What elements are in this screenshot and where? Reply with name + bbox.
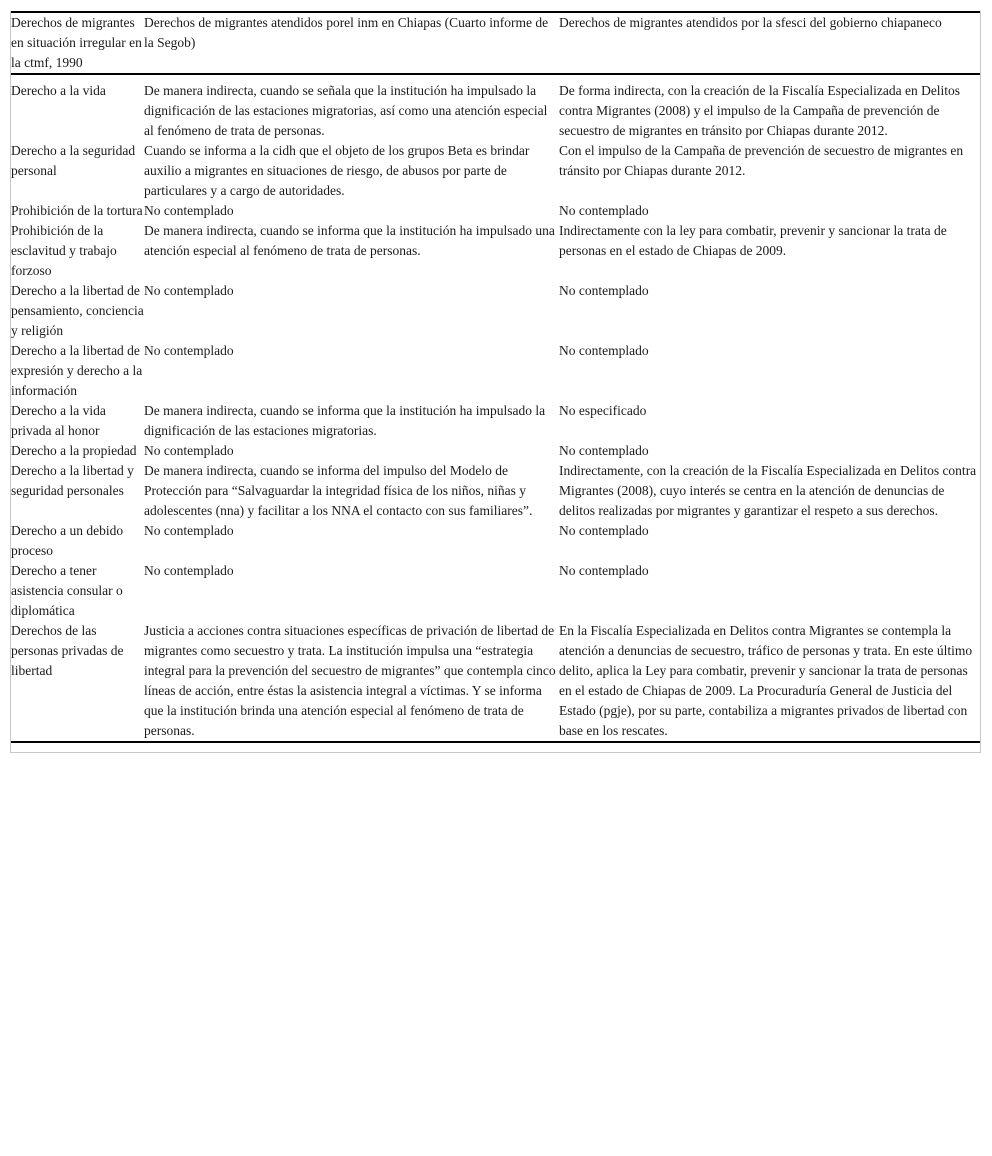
inm-cell: No contemplado [144, 203, 234, 218]
table-header [11, 12, 980, 74]
sfesci-cell: Indirectamente con la ley para combatir, prevenir y sancionar la trata de personas en el estado de Chiapas de 2009. [559, 223, 947, 258]
right-label-cell: Derecho a la vida privada al honor [11, 403, 106, 438]
right-label-cell: Derecho a la libertad de pensamiento, conciencia y religión [11, 283, 144, 338]
sfesci-cell: En la Fiscalía Especializada en Delitos contra Migrantes se contempla la atención a denuncias de secuestro, tráfico de personas y trata. En este último delito, aplica la Ley para combatir, prevenir y sancionar la trata de personas en el estado de Chiapas de 2009. La Procuraduría General de Justicia del Estado (pgje), por su parte, contabiliza a migrantes privados de libertad con base en los rescates. [559, 621, 980, 742]
inm-cell: No contemplado [144, 343, 234, 358]
table-row [11, 221, 980, 281]
inm-cell: No contemplado [144, 563, 234, 578]
rights-comparison-table-frame [10, 11, 981, 753]
table-row [11, 74, 980, 141]
header-inm-column: Derechos de migrantes atendidos porel inm en Chiapas (Cuarto informe de la Segob) [144, 12, 559, 74]
sfesci-cell: No contemplado [559, 343, 649, 358]
table-row [11, 521, 980, 561]
sfesci-cell: No contemplado [559, 443, 649, 458]
sfesci-cell: De forma indirecta, con la creación de la Fiscalía Especializada en Delitos contra Migrantes (2008) y el impulso de la Campaña de prevención de secuestro de migrantes en tránsito por Chiapas durante 2012. [559, 83, 961, 138]
table-row [11, 441, 980, 461]
rights-comparison-table [11, 11, 980, 743]
right-label-cell: Derechos de las personas privadas de libertad [11, 621, 144, 742]
right-label-cell: Derecho a la propiedad [11, 443, 137, 458]
right-label-cell: Prohibición de la esclavitud y trabajo forzoso [11, 223, 117, 278]
header-rights-column: Derechos de migrantes en situación irregular en la ctmf, 1990 [11, 12, 144, 74]
sfesci-cell: No contemplado [559, 203, 649, 218]
sfesci-cell: No contemplado [559, 563, 649, 578]
table-row [11, 621, 980, 742]
inm-cell: No contemplado [144, 523, 234, 538]
sfesci-cell: Indirectamente, con la creación de la Fiscalía Especializada en Delitos contra Migrantes (2008), cuyo interés se centra en la atención de denuncias de delitos realizadas por migrantes y garantizar el respeto a sus derechos. [559, 463, 977, 518]
right-label-cell: Derecho a tener asistencia consular o diplomática [11, 563, 123, 618]
header-sfesci-column: Derechos de migrantes atendidos por la sfesci del gobierno chiapaneco [559, 12, 980, 74]
table-body [11, 74, 980, 742]
table-row [11, 201, 980, 221]
inm-cell: No contemplado [144, 283, 234, 298]
inm-cell: Cuando se informa a la cidh que el objeto de los grupos Beta es brindar auxilio a migrantes en situaciones de riesgo, de abusos por parte de particulares y a cargo de autoridades. [144, 143, 530, 198]
right-label-cell: Derecho a la libertad de expresión y derecho a la información [11, 343, 143, 398]
inm-cell: No contemplado [144, 443, 234, 458]
inm-cell: Justicia a acciones contra situaciones específicas de privación de libertad de migrantes como secuestro y trata. La institución impulsa una “estrategia integral para la prevención del secuestro de migrantes” que contempla cinco líneas de acción, entre éstas la asistencia integral a víctimas. Y se informa que la institución brinda una atención especial al fenómeno de trata de personas. [144, 621, 559, 742]
sfesci-cell: No contemplado [559, 523, 649, 538]
right-label-cell: Derecho a la vida [11, 83, 106, 98]
table-row [11, 561, 980, 621]
table-row [11, 401, 980, 441]
right-label-cell: Derecho a la libertad y seguridad personales [11, 463, 134, 498]
inm-cell: De manera indirecta, cuando se informa que la institución ha impulsado la dignificación de las estaciones migratorias. [144, 403, 546, 438]
table-row [11, 461, 980, 521]
sfesci-cell: No especificado [559, 403, 647, 418]
inm-cell: De manera indirecta, cuando se informa que la institución ha impulsado una atención especial al fenómeno de trata de personas. [144, 223, 555, 258]
sfesci-cell: Con el impulso de la Campaña de prevención de secuestro de migrantes en tránsito por Chiapas durante 2012. [559, 143, 964, 178]
inm-cell: De manera indirecta, cuando se señala que la institución ha impulsado la dignificación de las estaciones migratorias, así como una atención especial al fenómeno de trata de personas. [144, 83, 548, 138]
table-row [11, 341, 980, 401]
header-row [11, 12, 980, 74]
table-row [11, 281, 980, 341]
inm-cell: De manera indirecta, cuando se informa del impulso del Modelo de Protección para “Salvaguardar la integridad física de los niños, niñas y adolescentes (nna) y facilitar a los NNA el contacto con sus familiares”. [144, 463, 533, 518]
right-label-cell: Prohibición de la tortura [11, 203, 143, 218]
sfesci-cell: No contemplado [559, 283, 649, 298]
table-row [11, 141, 980, 201]
right-label-cell: Derecho a la seguridad personal [11, 143, 136, 178]
right-label-cell: Derecho a un debido proceso [11, 523, 124, 558]
